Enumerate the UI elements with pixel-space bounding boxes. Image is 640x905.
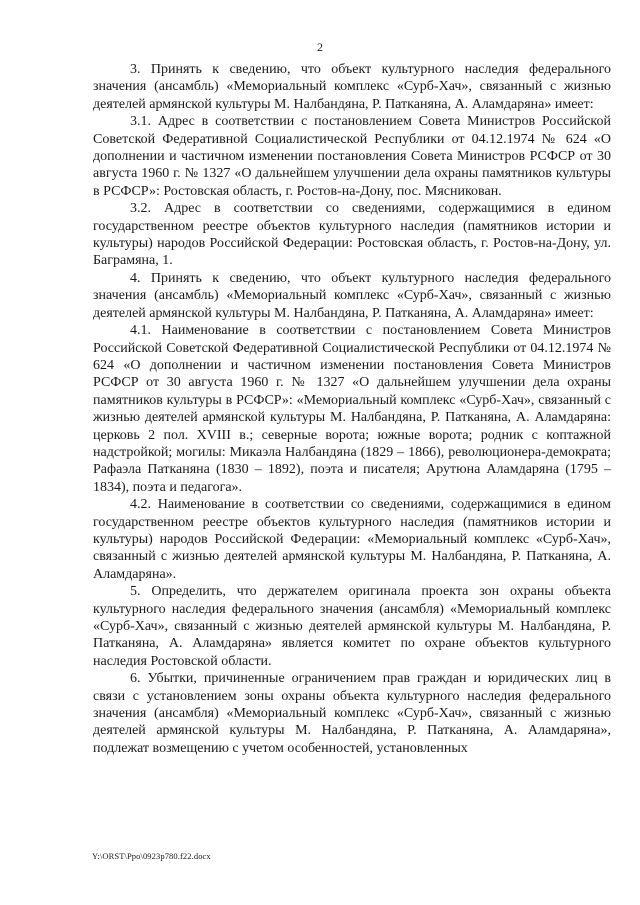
paragraph-5: 5. Определить, что держателем оригинала проекта зон охраны объекта культурного наследия федерального значения (ансамбля) «Мемориальный комплекс «Сурб-Хач», связанный с жизнью деятелей армянской культуры М. Налбандяна, Р. Патканяна, А. Аламдаряна» является комитет по охране объектов культурного наследия Ростовской области. — [93, 584, 611, 669]
paragraph-3: 3. Принять к сведению, что объект культурного наследия федерального значения (ансамбль) «Мемориальный комплекс «Сурб-Хач», связанный с жизнью деятелей армянской культуры М. Налбандяна, Р. Патканяна, А. Аламдаряна» имеет: — [93, 62, 611, 112]
paragraph-6: 6. Убытки, причиненные ограничением прав граждан и юридических лиц в связи с установлением зоны охраны объекта культурного наследия федерального значения (ансамбля) «Мемориальный комплекс «Сурб-Хач», связанный с жизнью деятелей армянской культуры М. Налбандяна, Р. Патканяна, А. Аламдаряна», подлежат возмещению с учетом особенностей, установленных — [93, 671, 611, 756]
paragraph-3-1: 3.1. Адрес в соответствии с постановлением Совета Министров Российской Советской Федеративной Социалистической Республики от 04.12.1974 № 624 «О дополнении и частичном изменении постановления Совета Министров РСФСР от 30 августа 1960 г. № 1327 «О дальнейшем улучшении дела охраны памятников культуры в РСФСР»: Ростовская область, г. Ростов-на-Дону, пос. Мясникован. — [93, 114, 611, 199]
paragraph-4: 4. Принять к сведению, что объект культурного наследия федерального значения (ансамбль) «Мемориальный комплекс «Сурб-Хач», связанный с жизнью деятелей армянской культуры М. Налбандяна, Р. Патканяна, А. Аламдаряна» имеет: — [93, 270, 611, 321]
footer-file-path: Y:\ORST\Ppo\0923p780.f22.docx — [92, 851, 211, 861]
document-body — [93, 61, 611, 757]
page-number: 2 — [317, 40, 323, 54]
paragraph-4-2: 4.2. Наименование в соответствии со сведениями, содержащимися в едином государственном реестре объектов культурного наследия (памятников истории и культуры) народов Российской Федерации: «Мемориальный комплекс «Сурб-Хач», связанный с жизнью деятелей армянской культуры М. Налбандяна, Р. Патканяна, А. Аламдаряна». — [93, 497, 611, 582]
paragraph-4-1: 4.1. Наименование в соответствии с постановлением Совета Министров Российской Советской Федеративной Социалистической Республики от 04.12.1974 № 624 «О дополнении и частичном изменении постановления Совета Министров РСФСР от 30 августа 1960 г. № 1327 «О дальнейшем улучшении дела охраны памятников культуры в РСФСР»: «Мемориальный комплекс «Сурб-Хач», связанный с жизнью деятелей армянской культуры М. Налбандяна, Р. Патканяна, А. Аламдаряна: церковь 2 пол. XVIII в.; северные ворота; южные ворота; родник с коптажной надстройкой; могилы: Микаэла Налбандяна (1829 – 1866), революционера-демократа; Рафаэла Патканяна (1830 – 1892), поэта и писателя; Арутюна Аламдаряна (1795 – 1834), поэта и педагога». — [93, 323, 611, 495]
paragraph-3-2: 3.2. Адрес в соответствии со сведениями, содержащимися в едином государственном реестре объектов культурного наследия (памятников истории и культуры) народов Российской Федерации: Ростовская область, г. Ростов-на-Дону, ул. Баграмяна, 1. — [93, 201, 611, 269]
